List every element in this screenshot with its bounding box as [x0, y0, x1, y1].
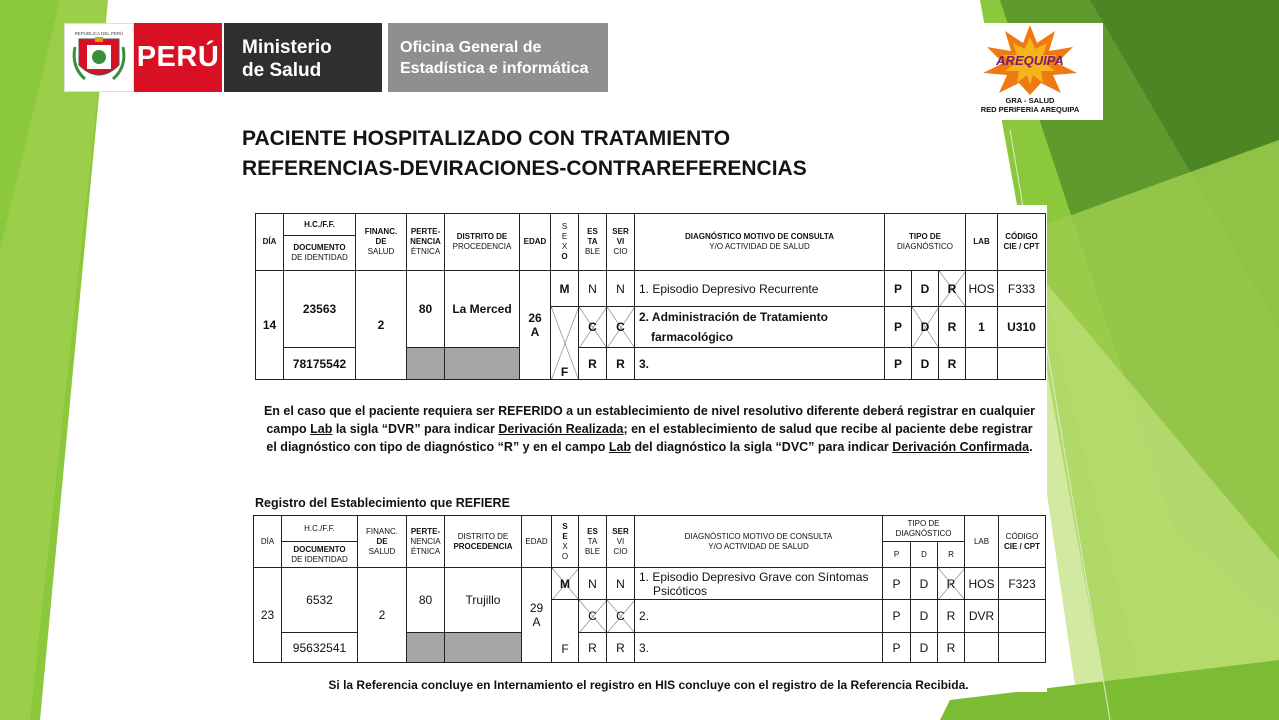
hdr2-codigo: CÓDIGO CIE / CPT — [999, 516, 1046, 568]
r2-hc: 6532 — [282, 568, 358, 633]
hdr2-financ: FINANC. DE SALUD — [358, 516, 407, 568]
hdr2-tipo: TIPO DE DIAGNÓSTICO — [883, 516, 965, 542]
r1-code-1: F333 — [998, 271, 1046, 307]
his-table-refiere — [253, 515, 1046, 663]
hdr-distrito: DISTRITO DE PROCEDENCIA — [445, 214, 520, 271]
r1-etnia: 80 — [407, 271, 445, 348]
r1-distrito-empty — [445, 348, 520, 380]
hdr-servicio: SER VI CIO — [607, 214, 635, 271]
r2-lab-1: HOS — [965, 568, 999, 600]
hdr-dia: DÍA — [256, 214, 284, 271]
r2-r-3: R — [938, 633, 965, 663]
instruction-paragraph: En el caso que el paciente requiera ser REFERIDO a un establecimiento de nivel resolutivo diferente deberá registrar en cualquier campo Lab la sigla “DVR” para indicar Derivación Realizada; en el establecimiento de salud que recibe al paciente debe registrar el diagnóstico con tipo de diagnóstico “R” y en el campo Lab del diagnóstico la sigla “DVC” para indicar Derivación Confirmada. — [263, 404, 1036, 454]
r1-diag-3: 3. — [635, 348, 885, 380]
r2-r-2: R — [938, 600, 965, 633]
hdr2-servicio: SER VI CIO — [607, 516, 635, 568]
r1-dni: 78175542 — [284, 348, 356, 380]
oficina-line1: Oficina General de — [400, 39, 542, 56]
r2-esta-1: N — [579, 568, 607, 600]
r2-r-1: R — [938, 568, 965, 600]
oficina-label — [384, 23, 608, 92]
r2-edad: 29 A — [522, 568, 552, 663]
hdr2-tipo-p: P — [883, 542, 911, 568]
aqp-line1: GRA - SALUD — [1005, 96, 1055, 105]
r1-dia: 14 — [256, 271, 284, 380]
r1-etnia-empty — [407, 348, 445, 380]
r2-financ: 2 — [358, 568, 407, 663]
hdr-codigo: CÓDIGO CIE / CPT — [998, 214, 1046, 271]
svg-text:REPÚBLICA DEL PERÚ: REPÚBLICA DEL PERÚ — [74, 30, 124, 36]
r2-esta-3: R — [579, 633, 607, 663]
r2-d-3: D — [911, 633, 938, 663]
hdr2-edad: EDAD — [522, 516, 552, 568]
r2-lab-2: DVR — [965, 600, 999, 633]
coat-of-arms-icon — [69, 27, 129, 89]
r1-sexo-m: M — [551, 271, 579, 307]
r1-p-1: P — [885, 271, 912, 307]
r1-esta-3: R — [579, 348, 607, 380]
hdr2-perte: PERTE- NENCIA ÉTNICA — [407, 516, 445, 568]
r2-p-2: P — [883, 600, 911, 633]
r2-diag-2: 2. — [635, 600, 883, 633]
r1-code-2: U310 — [998, 307, 1046, 348]
hdr-hcff: H.C./F.F. — [284, 214, 356, 236]
ministry-logo-strip — [64, 23, 620, 92]
peru-coat-of-arms — [64, 23, 134, 92]
oficina-line2: Estadística e informática — [400, 60, 589, 77]
r2-serv-3: R — [607, 633, 635, 663]
section-subtitle: Registro del Establecimiento que REFIERE — [255, 496, 510, 510]
r2-diag-1: 1. Episodio Depresivo Grave con Síntomas Psicóticos — [635, 568, 883, 600]
r2-code-3 — [999, 633, 1046, 663]
r2-code-2 — [999, 600, 1046, 633]
r2-sexo-f: F — [552, 600, 579, 663]
r2-etnia: 80 — [407, 568, 445, 633]
r1-diag-2: 2. Administración de Tratamiento farmacológico — [635, 307, 885, 348]
r1-serv-1: N — [607, 271, 635, 307]
r1-d-1: D — [912, 271, 939, 307]
r2-esta-2: C — [579, 600, 607, 633]
hdr2-tipo-r: R — [938, 542, 965, 568]
r2-p-3: P — [883, 633, 911, 663]
r2-lab-3 — [965, 633, 999, 663]
r1-serv-2: C — [607, 307, 635, 348]
r1-diag-1: 1. Episodio Depresivo Recurrente — [635, 271, 885, 307]
hdr2-tipo-d: D — [911, 542, 938, 568]
r1-d-3: D — [912, 348, 939, 380]
r2-serv-2: C — [607, 600, 635, 633]
r2-d-1: D — [911, 568, 938, 600]
aqp-line2: RED PERIFERIA AREQUIPA — [980, 105, 1080, 114]
his-table-hospitalizado — [255, 213, 1046, 380]
hdr-documento: DOCUMENTO DE IDENTIDAD — [284, 236, 356, 271]
r2-distrito: Trujillo — [445, 568, 522, 633]
r2-d-2: D — [911, 600, 938, 633]
r1-serv-3: R — [607, 348, 635, 380]
r2-dni: 95632541 — [282, 633, 358, 663]
r1-financ: 2 — [356, 271, 407, 380]
r2-serv-1: N — [607, 568, 635, 600]
svg-text:AREQUIPA: AREQUIPA — [996, 53, 1064, 68]
r1-lab-2: 1 — [966, 307, 998, 348]
hdr2-lab: LAB — [965, 516, 999, 568]
r1-d-2: D — [912, 307, 939, 348]
r2-dia: 23 — [254, 568, 282, 663]
his-document-panel — [250, 205, 1047, 692]
r1-lab-3 — [966, 348, 998, 380]
hdr-financ: FINANC. DE SALUD — [356, 214, 407, 271]
r2-p-1: P — [883, 568, 911, 600]
r2-code-1: F323 — [999, 568, 1046, 600]
hdr-sexo: S E X O — [551, 214, 579, 271]
title-line1: PACIENTE HOSPITALIZADO CON TRATAMIENTO — [242, 127, 731, 150]
r1-p-3: P — [885, 348, 912, 380]
footer-note: Si la Referencia concluye en Internamiento el registro en HIS concluye con el registro de la Referencia Recibida. — [328, 678, 969, 692]
r1-r-3: R — [939, 348, 966, 380]
r2-diag-3: 3. — [635, 633, 883, 663]
hdr2-diagnostico: DIAGNÓSTICO MOTIVO DE CONSULTA Y/O ACTIVIDAD DE SALUD — [635, 516, 883, 568]
r1-hc: 23563 — [284, 271, 356, 348]
r1-lab-1: HOS — [966, 271, 998, 307]
title-line2: REFERENCIAS-DEVIRACIONES-CONTRAREFERENCIAS — [242, 157, 807, 180]
hdr2-hcff: H.C./F.F. — [282, 516, 358, 542]
r1-p-2: P — [885, 307, 912, 348]
r1-distrito: La Merced — [445, 271, 520, 348]
hdr-edad: EDAD — [520, 214, 551, 271]
r1-code-3 — [998, 348, 1046, 380]
hdr2-esta: ES TA BLE — [579, 516, 607, 568]
arequipa-sun-icon — [957, 23, 1103, 95]
hdr2-dia: DÍA — [254, 516, 282, 568]
r2-etnia-empty — [407, 633, 445, 663]
arequipa-logo — [957, 23, 1103, 120]
hdr-perte: PERTE- NENCIA ÉTNICA — [407, 214, 445, 271]
r1-edad: 26 A — [520, 271, 551, 380]
ministerio-line2: de Salud — [242, 60, 322, 81]
hdr-esta: ES TA BLE — [579, 214, 607, 271]
ministerio-label — [222, 23, 382, 92]
r1-r-1: R — [939, 271, 966, 307]
peru-brand-label: PERÚ — [134, 23, 222, 92]
hdr2-distrito: DISTRITO DE PROCEDENCIA — [445, 516, 522, 568]
r2-distrito-empty — [445, 633, 522, 663]
hdr-tipo: TIPO DE DIAGNÓSTICO — [885, 214, 966, 271]
hdr2-documento: DOCUMENTO DE IDENTIDAD — [282, 542, 358, 568]
hdr-lab: LAB — [966, 214, 998, 271]
ministerio-line1: Ministerio — [242, 37, 332, 58]
r2-sexo-m: M — [552, 568, 579, 600]
hdr2-sexo: S E X O — [552, 516, 579, 568]
page-title — [242, 124, 807, 184]
r1-esta-2: C — [579, 307, 607, 348]
r1-sexo-f: F — [551, 307, 579, 380]
hdr-diagnostico: DIAGNÓSTICO MOTIVO DE CONSULTA Y/O ACTIVIDAD DE SALUD — [635, 214, 885, 271]
r1-esta-1: N — [579, 271, 607, 307]
r1-r-2: R — [939, 307, 966, 348]
